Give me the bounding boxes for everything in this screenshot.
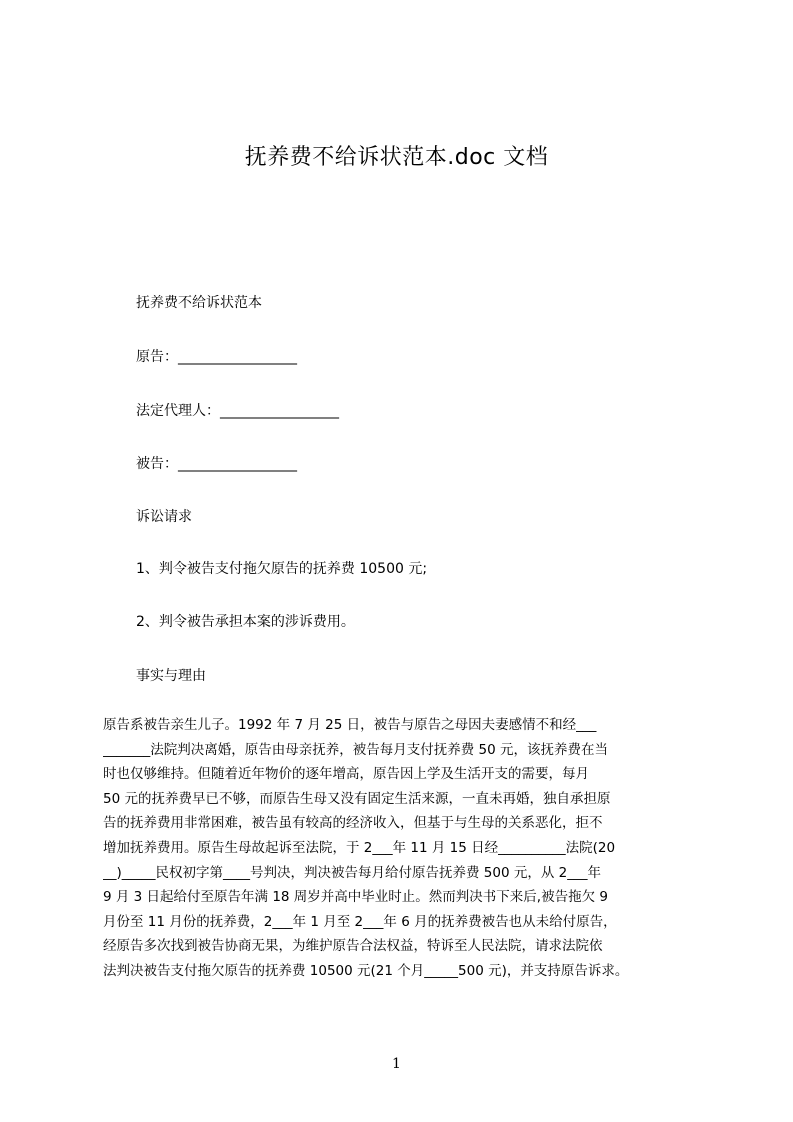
plaintiff-line: 原告：_________________: [136, 349, 297, 365]
facts-paragraph: [103, 713, 699, 984]
facts-line: 50 元的抚养费早已不够，而原告生母又没有固定生活来源，一直未再婚，独自承担原: [103, 790, 611, 807]
facts-line: __)_____民权初字第____号判决，判决被告每月给付原告抚养费 500 元，从 2___年: [103, 864, 601, 881]
facts-line: 原告系被告亲生儿子。1992 年 7 月 25 日，被告与原告之母因夫妻感情不和经___: [103, 717, 597, 733]
document-title: 抚养费不给诉状范本.doc 文档: [244, 145, 549, 170]
page-number: 1: [392, 1056, 401, 1072]
claims-heading: 诉讼请求: [136, 509, 192, 525]
facts-line: 9 月 3 日起给付至原告年满 18 周岁并高中毕业时止。然而判决书下来后,被告拖欠 9: [103, 889, 608, 906]
facts-line: 告的抚养费用非常困难，被告虽有较高的经济收入，但基于与生母的关系恶化，拒不: [103, 815, 603, 832]
facts-heading: 事实与理由: [136, 668, 206, 684]
facts-line: 法判决被告支付拖欠原告的抚养费 10500 元(21 个月_____500 元)，并支持原告诉求。: [103, 962, 629, 979]
heading: 抚养费不给诉状范本: [136, 295, 262, 311]
claim-2: 2、判令被告承担本案的涉诉费用。: [136, 614, 355, 630]
defendant-line: 被告：_________________: [136, 456, 297, 472]
facts-line: 增加抚养费用。原告生母故起诉至法院，于 2___年 11 月 15 日经__________法院(20: [103, 839, 616, 856]
facts-line: _______法院判决离婚，原告由母亲抚养，被告每月支付抚养费 50 元，该抚养费在当: [103, 741, 609, 758]
facts-line: 时也仅够维持。但随着近年物价的逐年增高，原告因上学及生活开支的需要，每月: [103, 766, 589, 783]
legal-representative-line: 法定代理人：_________________: [136, 403, 339, 419]
facts-line: 月份至 11 月份的抚养费，2___年 1 月至 2___年 6 月的抚养费被告也从未给付原告，: [103, 913, 617, 930]
claim-1: 1、判令被告支付拖欠原告的抚养费 10500 元;: [136, 561, 428, 577]
facts-line: 经原告多次找到被告协商无果，为维护原告合法权益，特诉至人民法院，请求法院依: [103, 938, 603, 955]
